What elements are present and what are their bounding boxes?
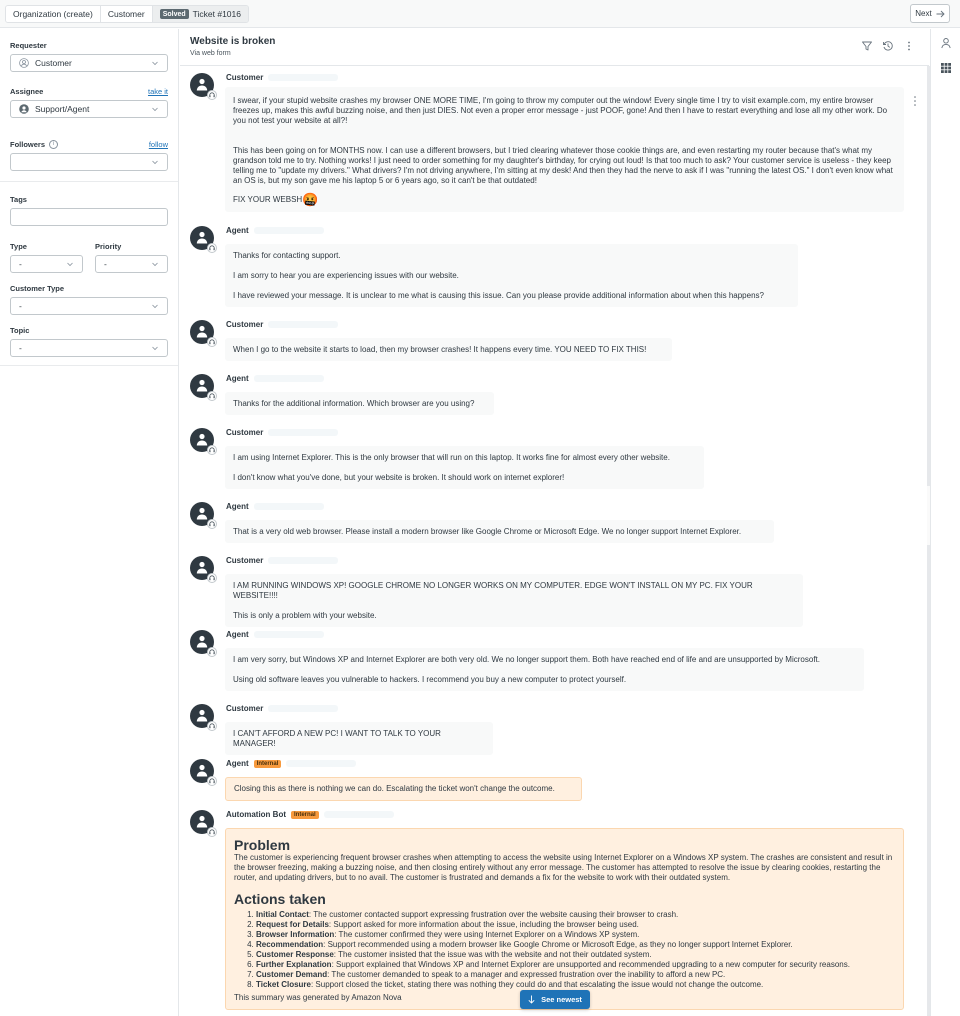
author-name: Agent xyxy=(226,374,249,383)
headset-badge xyxy=(207,391,217,401)
avatar xyxy=(190,374,214,398)
person-icon xyxy=(196,764,208,777)
message-paragraph: When I go to the website it starts to load, then my browser crashes! It happens every time. YOU NEED TO FIX THIS! xyxy=(233,345,647,354)
scrollbar-track xyxy=(927,66,930,486)
message-body xyxy=(225,722,493,755)
message-paragraph: I CAN'T AFFORD A NEW PC! I WANT TO TALK TO YOUR MANAGER! xyxy=(233,729,441,748)
message-body xyxy=(225,244,798,307)
message-paragraph: I am sorry to hear you are experiencing issues with our website. xyxy=(233,271,459,280)
tab-organization[interactable] xyxy=(6,6,101,22)
assignee-select[interactable] xyxy=(10,100,168,118)
person-icon xyxy=(196,561,208,574)
ticket-properties-sidebar xyxy=(0,29,179,1016)
customer-type-value: - xyxy=(19,301,22,311)
topic-select[interactable] xyxy=(10,339,168,357)
next-button[interactable] xyxy=(910,4,950,23)
action-item: 6. Further Explanation: Support explained that Windows XP and Internet Explorer are unsupported and recommended upgrading to a new computer for security reasons. xyxy=(256,960,895,970)
type-select[interactable] xyxy=(10,255,83,273)
conversation-header xyxy=(180,29,929,66)
priority-label: Priority xyxy=(95,241,122,251)
message-paragraph: I don't know what you've done, but your website is broken. It should work on internet explorer! xyxy=(233,473,565,482)
author-name: Customer xyxy=(226,704,264,713)
internal-badge: Internal xyxy=(254,760,282,768)
message-paragraph: This has been going on for MONTHS now. I can use a different browsers, but I tried clearing whatever those cookie things are, and even restarting my router because that's what my grandson told me to try. Nothing works! I just need to order something for my daughter's birthday, for crying out loud! Is that too much to ask? Your customer service is useless - they keep telling me to "update my drivers." What drivers? I'm not driving anywhere, I'm sitting at my desk! And then they had the nerve to ask if I was "running the latest OS." I don't even know what an OS is, but my son gave me his laptop 5 or 6 years ago, so it can't be that outdated! xyxy=(233,146,893,185)
conversation-scrollbar[interactable] xyxy=(927,66,930,1016)
headset-icon xyxy=(208,777,216,785)
author-name: Agent xyxy=(226,502,249,511)
headset-badge xyxy=(207,445,217,455)
followers-label: Followers xyxy=(10,139,46,149)
type-value: - xyxy=(19,259,22,269)
timestamp xyxy=(268,321,338,328)
person-icon xyxy=(196,815,208,828)
user-circle-icon xyxy=(19,58,29,68)
headset-icon xyxy=(208,828,216,836)
history-icon[interactable] xyxy=(882,40,894,52)
chevron-down-icon xyxy=(151,158,159,166)
avatar xyxy=(190,320,214,344)
headset-icon xyxy=(208,446,216,454)
timestamp xyxy=(254,375,324,382)
headset-icon xyxy=(208,648,216,656)
more-options-icon[interactable] xyxy=(903,40,915,52)
headset-icon xyxy=(208,574,216,582)
requester-label: Requester xyxy=(10,40,47,50)
message-options-icon[interactable] xyxy=(913,95,917,107)
internal-badge: Internal xyxy=(291,811,319,819)
chevron-down-icon xyxy=(66,260,74,268)
message-paragraph: I have reviewed your message. It is unclear to me what is causing this issue. Can you please provide additional information about when this happens? xyxy=(233,291,764,300)
ticket-tabs xyxy=(5,5,249,23)
message-paragraph: That is a very old web browser. Please install a modern browser like Google Chrome or Microsoft Edge. We no longer support Internet Explorer. xyxy=(233,527,742,536)
avatar xyxy=(190,759,214,783)
filter-icon[interactable] xyxy=(861,40,873,52)
headset-badge xyxy=(207,776,217,786)
tab-label: Customer xyxy=(107,9,145,19)
arrow-down-icon xyxy=(528,995,535,1004)
actions-heading: Actions taken xyxy=(234,891,326,907)
chevron-down-icon xyxy=(151,59,159,67)
message-body xyxy=(225,574,803,627)
priority-select[interactable] xyxy=(95,255,168,273)
tab-ticket[interactable] xyxy=(153,6,248,22)
author-name: Customer xyxy=(226,428,264,437)
message-paragraph: Thanks for contacting support. xyxy=(233,251,341,260)
tab-customer[interactable] xyxy=(101,6,153,22)
action-item: 8. Ticket Closure: Support closed the ticket, stating there was nothing they could do and that escalating the issue would not change the outcome. xyxy=(256,980,895,990)
message-paragraph: I am using Internet Explorer. This is the only browser that will run on this laptop. It works fine for almost every other website. xyxy=(233,453,670,462)
headset-badge xyxy=(207,647,217,657)
internal-note-body xyxy=(225,777,582,801)
author-name: Customer xyxy=(226,73,264,82)
headset-badge xyxy=(207,90,217,100)
followers-select[interactable] xyxy=(10,153,168,171)
headset-icon xyxy=(208,91,216,99)
author-name: Customer xyxy=(226,556,264,565)
summary-footer: This summary was generated by Amazon Nova xyxy=(234,993,402,1002)
chevron-down-icon xyxy=(151,344,159,352)
author-name: Agent xyxy=(226,226,249,235)
type-label: Type xyxy=(10,241,27,251)
person-icon xyxy=(196,231,208,244)
problem-text: The customer is experiencing frequent browser crashes when attempting to access the website using Internet Explorer on a Windows XP system. The crashes are consistent and result in the browser freezing, making a buzzing noise, and then closing entirely without any error message. The customer has attempted to resolve the issue by clearing cookies, restarting the router, and updating drivers, but to no avail. The customer is frustrated and demands a fix for the website to work with their outdated system. xyxy=(234,853,893,882)
apps-grid-icon[interactable] xyxy=(940,62,952,74)
avatar xyxy=(190,428,214,452)
timestamp xyxy=(286,760,356,767)
scrollbar-thumb[interactable] xyxy=(927,545,930,1016)
next-label: Next xyxy=(915,9,932,18)
timestamp xyxy=(254,631,324,638)
ai-summary-body xyxy=(225,828,904,1010)
status-badge: Solved xyxy=(160,9,189,19)
priority-value: - xyxy=(104,259,107,269)
headset-icon xyxy=(208,338,216,346)
message-body xyxy=(225,520,774,543)
headset-icon xyxy=(208,520,216,528)
headset-icon xyxy=(208,722,216,730)
message-paragraph: Thanks for the additional information. Which browser are you using? xyxy=(233,399,475,408)
timestamp xyxy=(254,503,324,510)
topic-label: Topic xyxy=(10,325,30,335)
arrow-right-icon xyxy=(936,10,945,18)
message-paragraph: FIX YOUR WEBSH xyxy=(233,195,303,204)
assignee-value: Support/Agent xyxy=(35,104,90,114)
see-newest-label: See newest xyxy=(541,995,582,1004)
message-body xyxy=(225,446,704,489)
problem-heading: Problem xyxy=(234,837,291,853)
take-it-link[interactable]: take it xyxy=(147,86,168,96)
headset-badge xyxy=(207,721,217,731)
message-paragraph: I am very sorry, but Windows XP and Internet Explorer are both very old. We no longer support them. Both have reached end of life and are unsupported by Microsoft. xyxy=(233,655,820,664)
message-paragraph: Closing this as there is nothing we can do. Escalating the ticket won't change the outcome. xyxy=(234,784,555,793)
headset-badge xyxy=(207,519,217,529)
message-body xyxy=(225,392,494,415)
ticket-title: Website is broken xyxy=(190,36,276,47)
message-body xyxy=(225,87,904,212)
topic-value: - xyxy=(19,343,22,353)
chevron-down-icon xyxy=(151,105,159,113)
requester-value: Customer xyxy=(35,58,72,68)
chevron-down-icon xyxy=(151,302,159,310)
action-item: 7. Customer Demand: The customer demanded to speak to a manager and expressed frustration over the inability to afford a new PC. xyxy=(256,970,895,980)
right-rail xyxy=(930,29,960,1016)
person-icon xyxy=(196,325,208,338)
action-item: 4. Recommendation: Support recommended using a modern browser like Google Chrome or Microsoft Edge, as they no longer support Internet Explorer. xyxy=(256,940,895,950)
assignee-label: Assignee xyxy=(10,86,44,96)
headset-badge xyxy=(207,573,217,583)
agent-avatar-icon xyxy=(19,104,29,114)
avatar xyxy=(190,556,214,580)
timestamp xyxy=(324,811,394,818)
cursing-face-emoji: 🤬 xyxy=(302,192,319,207)
author-name: Agent xyxy=(226,630,249,639)
person-icon xyxy=(196,433,208,446)
action-item: 2. Request for Details: Support asked for more information about the issue, including the browser being used. xyxy=(256,920,895,930)
ticket-channel: Via web form xyxy=(190,50,231,57)
timestamp xyxy=(268,74,338,81)
action-item: 3. Browser Information: The customer confirmed they were using Internet Explorer on a Windows XP system. xyxy=(256,930,895,940)
message-body xyxy=(225,648,864,691)
message-body xyxy=(225,338,672,361)
tab-label: Organization (create) xyxy=(13,9,93,19)
user-profile-icon[interactable] xyxy=(940,37,952,49)
see-newest-button[interactable] xyxy=(520,990,590,1009)
person-icon xyxy=(196,78,208,91)
avatar xyxy=(190,73,214,97)
top-bar xyxy=(0,0,960,28)
message-paragraph: Using old software leaves you vulnerable to hackers. I recommend you buy a new computer to protect yourself. xyxy=(233,675,627,684)
headset-badge xyxy=(207,243,217,253)
customer-type-select[interactable] xyxy=(10,297,168,315)
tab-label: Ticket #1016 xyxy=(192,9,241,19)
person-icon xyxy=(196,379,208,392)
message-paragraph: I AM RUNNING WINDOWS XP! GOOGLE CHROME NO LONGER WORKS ON MY COMPUTER. EDGE WON'T INSTALL ON MY PC. FIX YOUR WEBSITE!!!! xyxy=(233,581,753,600)
conversation-log xyxy=(180,66,927,1016)
headset-badge xyxy=(207,337,217,347)
avatar xyxy=(190,630,214,654)
person-icon xyxy=(196,507,208,520)
avatar xyxy=(190,810,214,834)
customer-type-label: Customer Type xyxy=(10,283,65,293)
info-icon[interactable]: i xyxy=(49,140,58,149)
requester-select[interactable] xyxy=(10,54,168,72)
author-name: Customer xyxy=(226,320,264,329)
timestamp xyxy=(268,557,338,564)
tags-label: Tags xyxy=(10,194,27,204)
message-paragraph: I swear, if your stupid website crashes my browser ONE MORE TIME, I'm going to throw my computer out the window! Every single time I try to visit example.com, my entire browser freezes up, makes this awful buzzing noise, and then just DIES. Not even a proper error message - just POOF, gone! And then I have to restart everything and lose all my other work. Do you not test your website at all?! xyxy=(233,96,888,125)
follow-link[interactable]: follow xyxy=(148,139,168,149)
headset-icon xyxy=(208,392,216,400)
tags-input[interactable] xyxy=(10,208,168,226)
headset-badge xyxy=(207,827,217,837)
person-icon xyxy=(196,709,208,722)
avatar xyxy=(190,502,214,526)
avatar xyxy=(190,704,214,728)
avatar xyxy=(190,226,214,250)
action-item: 1. Initial Contact: The customer contacted support expressing frustration over the website causing their browser to crash. xyxy=(256,910,895,920)
author-name: Agent xyxy=(226,759,249,768)
timestamp xyxy=(268,705,338,712)
headset-icon xyxy=(208,244,216,252)
message-paragraph: This is only a problem with your website. xyxy=(233,611,377,620)
divider xyxy=(0,365,178,366)
timestamp xyxy=(268,429,338,436)
author-name: Automation Bot xyxy=(226,810,286,819)
actions-list xyxy=(234,910,895,990)
chevron-down-icon xyxy=(151,260,159,268)
action-item: 5. Customer Response: The customer insisted that the issue was with the website and not their outdated system. xyxy=(256,950,895,960)
person-icon xyxy=(196,635,208,648)
timestamp xyxy=(254,227,324,234)
